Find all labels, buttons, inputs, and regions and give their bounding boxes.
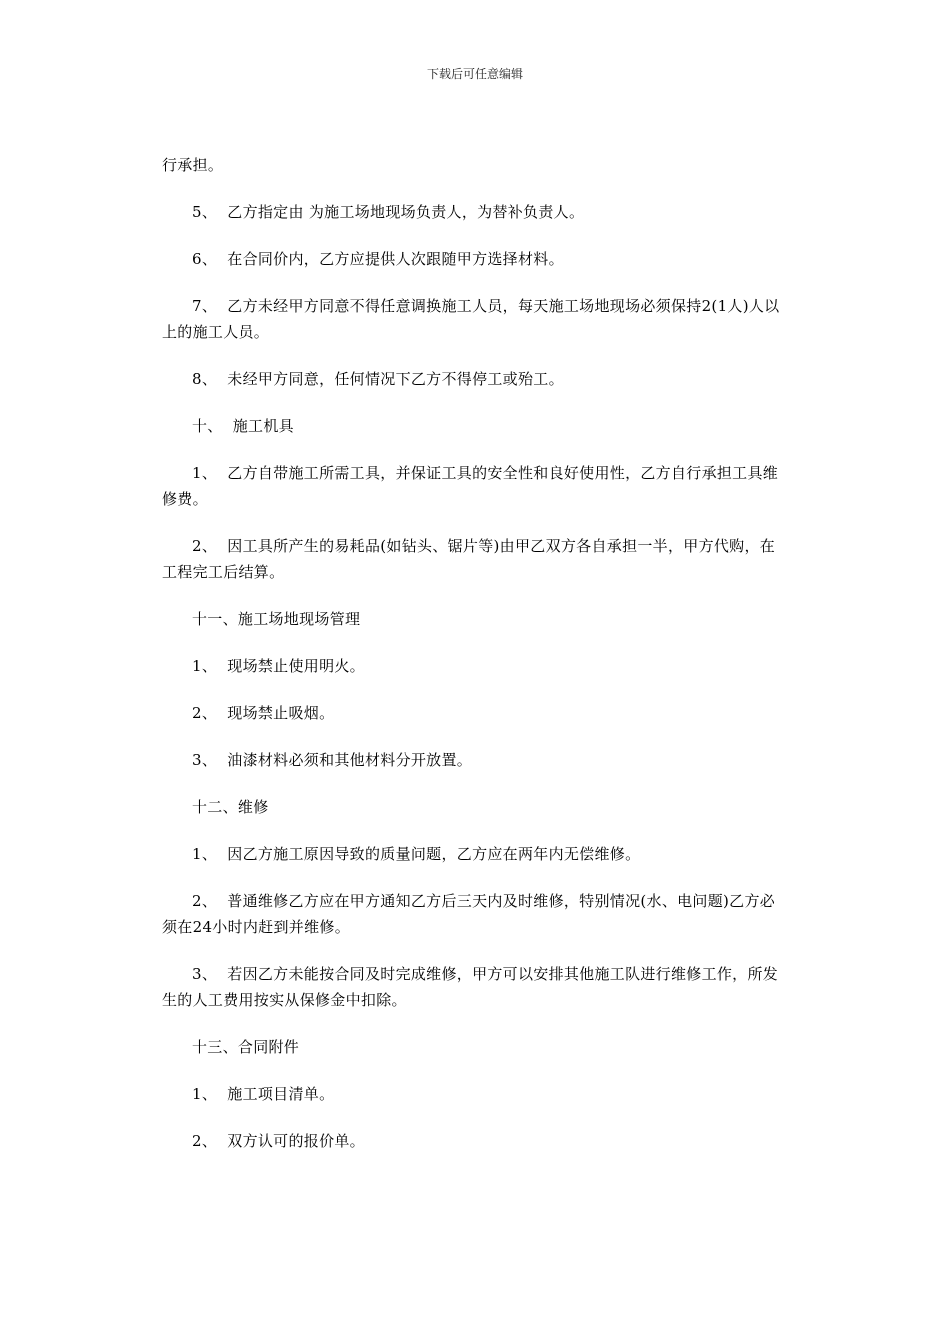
paragraph-12-2: 2、 普通维修乙方应在甲方通知乙方后三天内及时维修，特别情况(水、电问题)乙方必须在24小时内赶到并维修。 (162, 892, 776, 936)
section-heading-13: 十三、合同附件 (192, 1038, 300, 1056)
paragraph-12-1: 1、 因乙方施工原因导致的质量问题，乙方应在两年内无偿维修。 (192, 845, 641, 863)
paragraph-item-8: 8、 未经甲方同意，任何情况下乙方不得停工或殆工。 (192, 370, 564, 388)
paragraph-item-5: 5、 乙方指定由 为施工场地现场负责人，为替补负责人。 (192, 203, 585, 221)
document-body (162, 152, 790, 1175)
page-header: 下载后可任意编辑 (426, 67, 523, 81)
section-heading-11: 十一、施工场地现场管理 (192, 610, 361, 628)
section-heading-12: 十二、维修 (192, 798, 269, 816)
paragraph-11-1: 1、 现场禁止使用明火。 (192, 657, 365, 675)
paragraph-10-2: 2、 因工具所产生的易耗品(如钻头、锯片等)由甲乙双方各自承担一半，甲方代购，在工程完工后结算。 (162, 537, 776, 581)
paragraph-13-1: 1、 施工项目清单。 (192, 1085, 335, 1103)
section-heading-10: 十、 施工机具 (192, 417, 294, 435)
paragraph-item-7: 7、 乙方未经甲方同意不得任意调换施工人员，每天施工场地现场必须保持2(1人)人以上的施工人员。 (162, 297, 780, 341)
paragraph-item-6: 6、 在合同价内，乙方应提供人次跟随甲方选择材料。 (192, 250, 564, 268)
paragraph-13-2: 2、 双方认可的报价单。 (192, 1132, 365, 1150)
paragraph-continuation: 行承担。 (162, 156, 224, 174)
paragraph-10-1: 1、 乙方自带施工所需工具，并保证工具的安全性和良好使用性，乙方自行承担工具维修费。 (162, 464, 779, 508)
paragraph-12-3: 3、 若因乙方未能按合同及时完成维修，甲方可以安排其他施工队进行维修工作，所发生的人工费用按实从保修金中扣除。 (162, 965, 779, 1009)
paragraph-11-2: 2、 现场禁止吸烟。 (192, 704, 335, 722)
paragraph-11-3: 3、 油漆材料必须和其他材料分开放置。 (192, 751, 473, 769)
